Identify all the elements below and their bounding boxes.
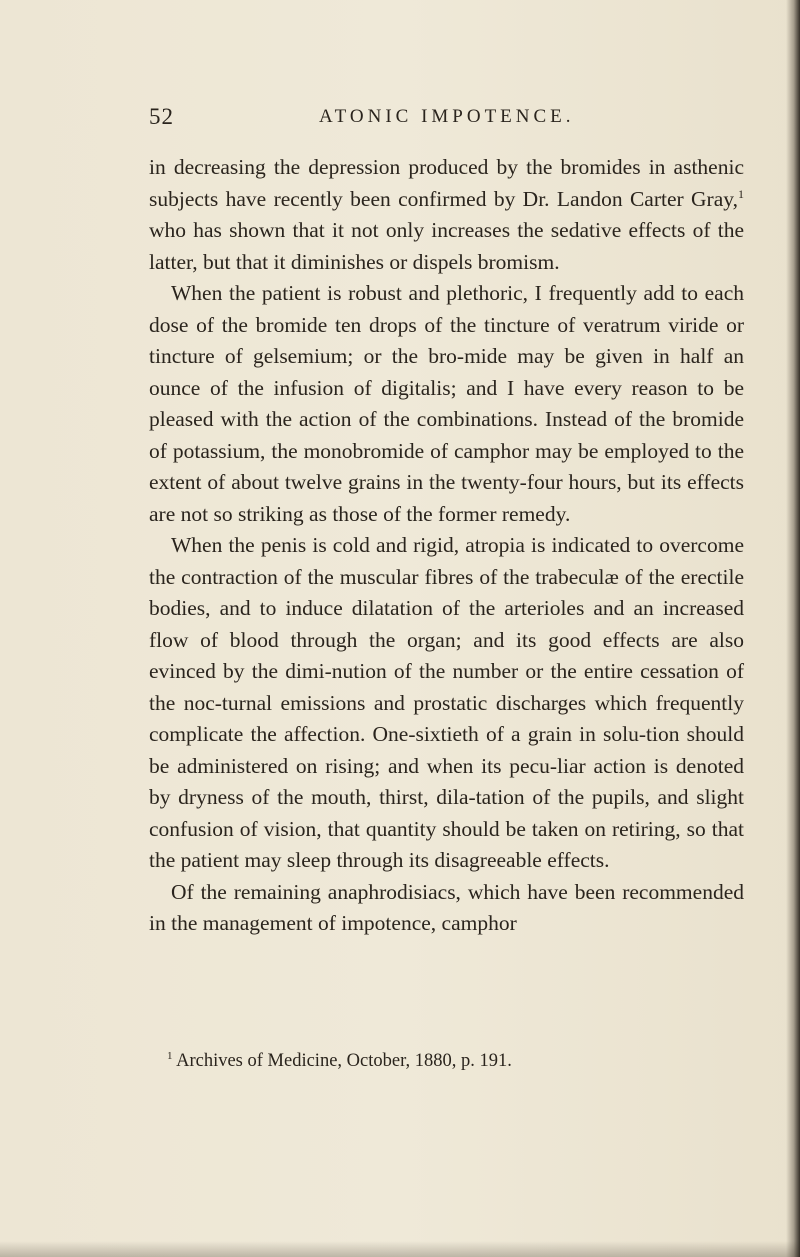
body-text <box>149 152 744 940</box>
page-edge-shadow <box>786 0 800 1257</box>
footnote-marker: 1 <box>167 1049 173 1062</box>
page-header <box>149 104 709 136</box>
footnote-text: Archives of Medicine, October, 1880, p. 191. <box>172 1051 512 1071</box>
footnote <box>149 1048 744 1074</box>
page-bottom-shadow <box>0 1241 800 1257</box>
page-number: 52 <box>149 104 174 129</box>
running-head: ATONIC IMPOTENCE. <box>319 106 575 127</box>
footnote-reference: 1 <box>738 186 744 201</box>
paragraph-2: When the patient is robust and plethoric, I frequently add to each dose of the bromide ten drops of the tincture of veratrum viride or tincture of gelsemium; or the bro-mide may be given in half an ounce of the infusion of digitalis; and I have every reason to be pleased with the action of the combinations. Instead of the bromide of potassium, the monobromide of camphor may be employed to the extent of about twelve grains in the twenty-four hours, but its effects are not so striking as those of the former remedy. <box>149 281 744 526</box>
paragraph-4: Of the remaining anaphrodisiacs, which have been recommended in the management of impotence, camphor <box>149 879 744 935</box>
paragraph-3: When the penis is cold and rigid, atropia is indicated to overcome the contraction of the muscular fibres of the trabeculæ of the erectile bodies, and to induce dilatation of the arterioles and an increased flow of blood through the organ; and its good effects are also evinced by the dimi-nution of the number or the entire cessation of the noc-turnal emissions and prostatic discharges which frequently complicate the affection. One-sixtieth of a grain in solu-tion should be administered on rising; and when its pecu-liar action is denoted by dryness of the mouth, thirst, dila-tation of the pupils, and slight confusion of vision, that quantity should be taken on retiring, so that the patient may sleep through its disagreeable effects. <box>149 533 744 872</box>
paragraph-1-text-start: in decreasing the depression produced by the bromides in asthenic subjects have recently been confirmed by Dr. Landon Carter Gray, <box>149 155 744 211</box>
paragraph-1-text-end: who has shown that it not only increases the sedative effects of the latter, but that it diminishes or dispels bromism. <box>149 218 744 274</box>
paragraph-1 <box>149 152 744 278</box>
